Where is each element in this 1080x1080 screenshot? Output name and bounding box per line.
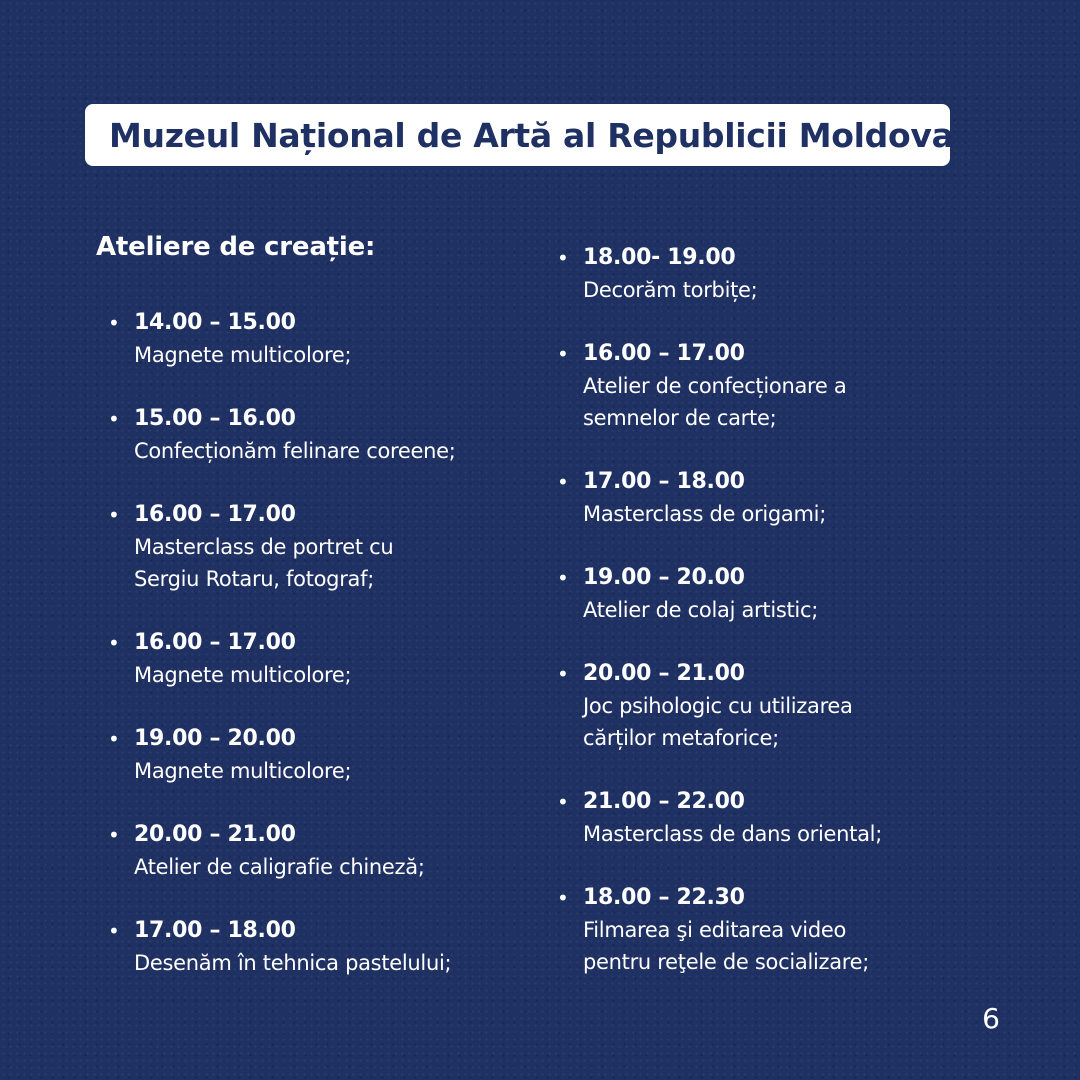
schedule-time: 19.00 – 20.00 <box>134 726 296 751</box>
schedule-item <box>108 403 456 467</box>
bullet-icon: • <box>557 342 569 366</box>
schedule-description: Atelier de caligrafie chineză; <box>134 855 425 879</box>
schedule-time: 16.00 – 17.00 <box>134 502 296 527</box>
schedule-description: Magnete multicolore; <box>134 343 352 367</box>
bullet-icon: • <box>108 727 120 751</box>
schedule-description: Masterclass de origami; <box>583 502 826 526</box>
schedule-item <box>557 658 882 754</box>
schedule-time: 19.00 – 20.00 <box>583 565 745 590</box>
title-banner <box>85 104 954 166</box>
bullet-icon: • <box>108 311 120 335</box>
schedule-description: Atelier de confecționare a semnelor de carte; <box>583 374 847 430</box>
schedule-item <box>557 242 882 306</box>
schedule-description: Filmarea şi editarea video pentru reţele de socializare; <box>583 918 870 974</box>
bullet-icon: • <box>557 662 569 686</box>
bullet-icon: • <box>557 790 569 814</box>
schedule-column-left <box>108 307 456 1011</box>
schedule-time: 15.00 – 16.00 <box>134 406 296 431</box>
schedule-description: Magnete multicolore; <box>134 759 352 783</box>
schedule-item <box>557 466 882 530</box>
schedule-time: 17.00 – 18.00 <box>583 469 745 494</box>
schedule-time: 16.00 – 17.00 <box>583 341 745 366</box>
schedule-item <box>108 627 456 691</box>
schedule-time: 16.00 – 17.00 <box>134 630 296 655</box>
bullet-icon: • <box>557 246 569 270</box>
bullet-icon: • <box>108 503 120 527</box>
schedule-item <box>557 562 882 626</box>
bullet-icon: • <box>108 407 120 431</box>
schedule-item <box>557 786 882 850</box>
bullet-icon: • <box>108 631 120 655</box>
schedule-item <box>108 915 456 979</box>
schedule-time: 18.00- 19.00 <box>583 245 736 270</box>
bullet-icon: • <box>557 566 569 590</box>
section-heading: Ateliere de creație: <box>96 232 376 262</box>
schedule-time: 20.00 – 21.00 <box>134 822 296 847</box>
schedule-item <box>557 338 882 434</box>
schedule-description: Decorăm torbițe; <box>583 278 758 302</box>
schedule-item <box>108 307 456 371</box>
bullet-icon: • <box>557 886 569 910</box>
schedule-time: 14.00 – 15.00 <box>134 310 296 335</box>
schedule-description: Desenăm în tehnica pastelului; <box>134 951 452 975</box>
schedule-item <box>557 882 882 978</box>
schedule-description: Atelier de colaj artistic; <box>583 598 818 622</box>
schedule-time: 17.00 – 18.00 <box>134 918 296 943</box>
schedule-time: 21.00 – 22.00 <box>583 789 745 814</box>
schedule-time: 18.00 – 22.30 <box>583 885 745 910</box>
bullet-icon: • <box>108 919 120 943</box>
schedule-column-right <box>557 242 882 1010</box>
schedule-item <box>108 819 456 883</box>
schedule-description: Magnete multicolore; <box>134 663 352 687</box>
schedule-description: Confecționăm felinare coreene; <box>134 439 456 463</box>
page-number: 6 <box>982 1002 1000 1035</box>
bullet-icon: • <box>557 470 569 494</box>
schedule-description: Joc psihologic cu utilizarea cărților metaforice; <box>583 694 853 750</box>
schedule-item <box>108 499 456 595</box>
bullet-icon: • <box>108 823 120 847</box>
schedule-time: 20.00 – 21.00 <box>583 661 745 686</box>
schedule-description: Masterclass de portret cu Sergiu Rotaru, fotograf; <box>134 535 394 591</box>
schedule-description: Masterclass de dans oriental; <box>583 822 882 846</box>
page-title: Muzeul Național de Artă al Republicii Moldova <box>109 115 954 155</box>
schedule-item <box>108 723 456 787</box>
